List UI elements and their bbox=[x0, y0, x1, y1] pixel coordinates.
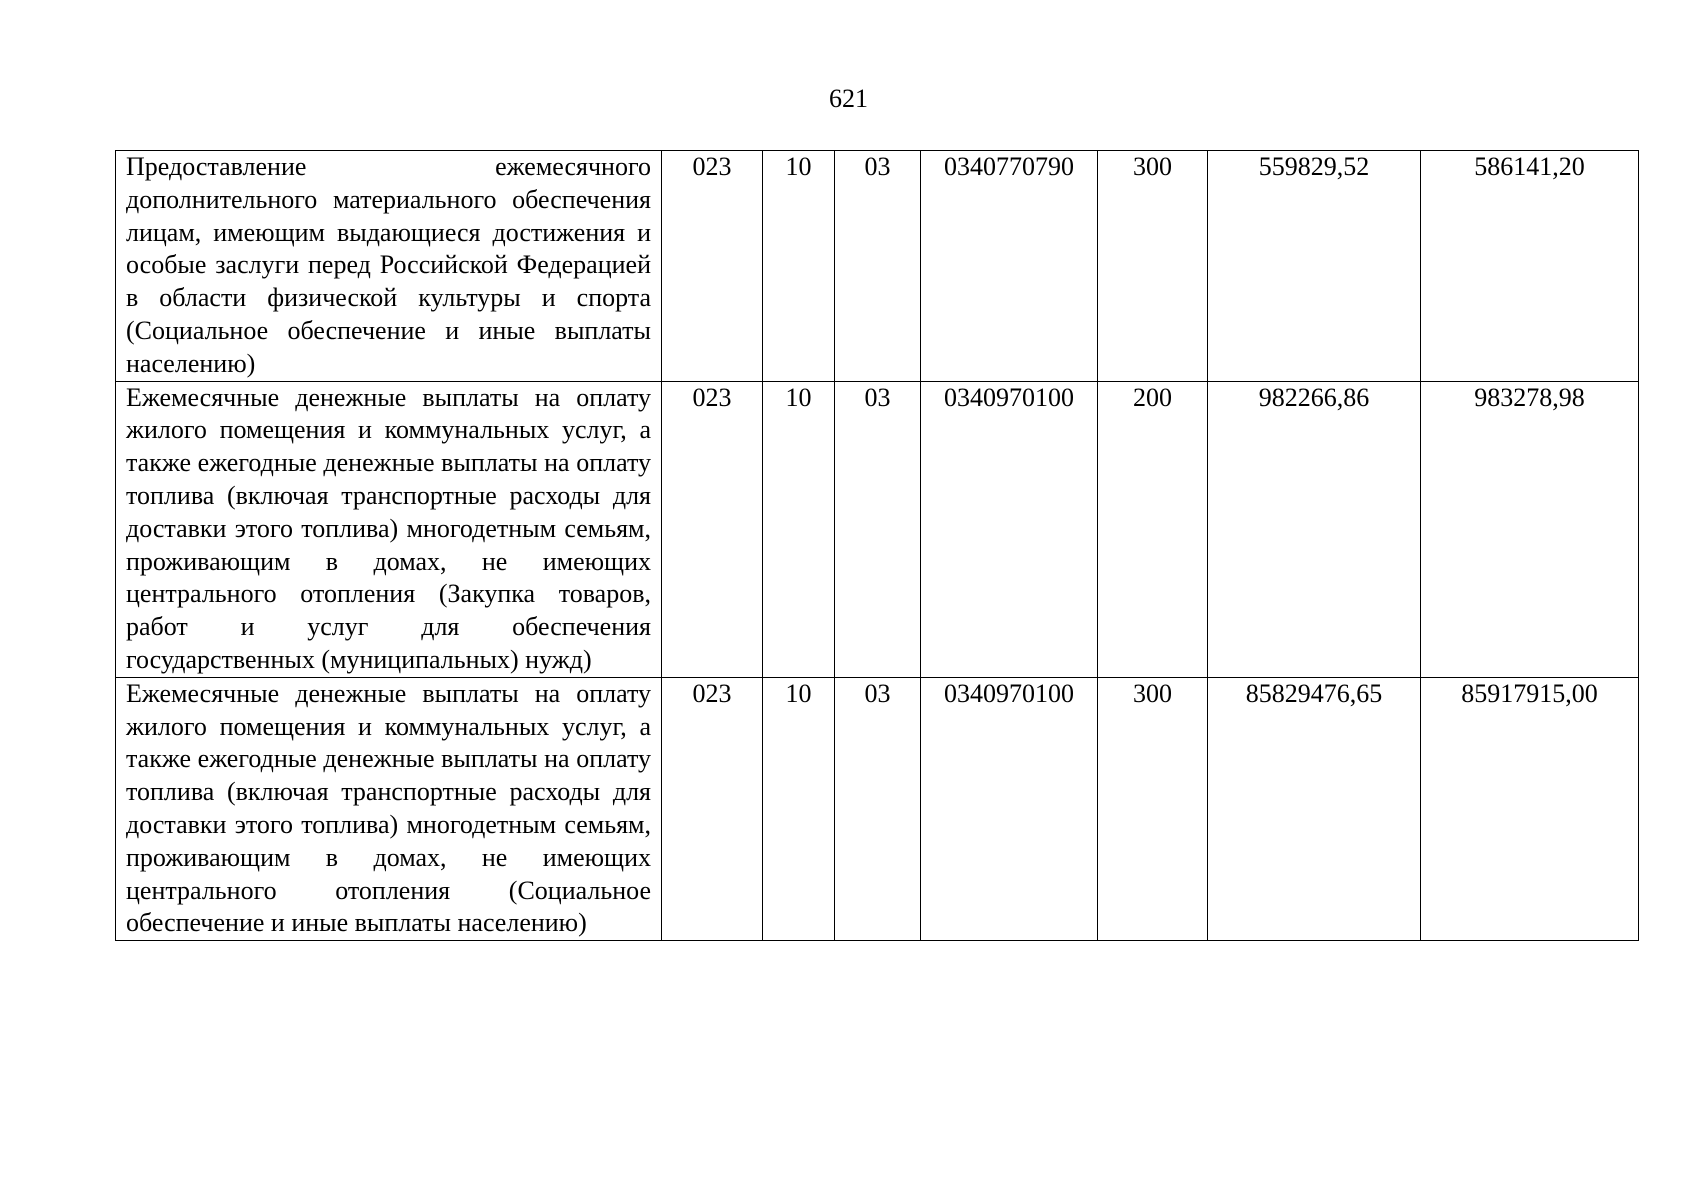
amount-first-year: 982266,86 bbox=[1208, 381, 1421, 677]
amount-second-year: 586141,20 bbox=[1421, 151, 1639, 382]
row-description: Предоставление ежемесячного дополнительного материального обеспечения лицам, имеющим выдающиеся достижения и особые заслуги перед Российской Федерацией в области физической культуры и спорта (Социальное обеспечение и иные выплаты населению) bbox=[116, 151, 662, 382]
amount-second-year: 983278,98 bbox=[1421, 381, 1639, 677]
budget-table bbox=[115, 150, 1639, 941]
amount-first-year: 85829476,65 bbox=[1208, 677, 1421, 940]
subsection-code: 03 bbox=[835, 381, 921, 677]
amount-second-year: 85917915,00 bbox=[1421, 677, 1639, 940]
row-description: Ежемесячные денежные выплаты на оплату жилого помещения и коммунальных услуг, а также ежегодные денежные выплаты на оплату топлива (включая транспортные расходы для доставки этого топлива) многодетным семьям, проживающим в домах, не имеющих центрального отопления (Социальное обеспечение и иные выплаты населению) bbox=[116, 677, 662, 940]
ministry-code: 023 bbox=[662, 381, 763, 677]
expense-type-code: 300 bbox=[1098, 151, 1208, 382]
ministry-code: 023 bbox=[662, 677, 763, 940]
expense-type-code: 200 bbox=[1098, 381, 1208, 677]
subsection-code: 03 bbox=[835, 677, 921, 940]
page-number: 621 bbox=[829, 84, 868, 113]
target-article-code: 0340970100 bbox=[921, 381, 1098, 677]
subsection-code: 03 bbox=[835, 151, 921, 382]
ministry-code: 023 bbox=[662, 151, 763, 382]
target-article-code: 0340970100 bbox=[921, 677, 1098, 940]
amount-first-year: 559829,52 bbox=[1208, 151, 1421, 382]
section-code: 10 bbox=[763, 151, 835, 382]
target-article-code: 0340770790 bbox=[921, 151, 1098, 382]
section-code: 10 bbox=[763, 381, 835, 677]
row-description: Ежемесячные денежные выплаты на оплату жилого помещения и коммунальных услуг, а также ежегодные денежные выплаты на оплату топлива (включая транспортные расходы для доставки этого топлива) многодетным семьям, проживающим в домах, не имеющих центрального отопления (Закупка товаров, работ и услуг для обеспечения государственных (муниципальных) нужд) bbox=[116, 381, 662, 677]
table-row bbox=[116, 151, 1639, 382]
expense-type-code: 300 bbox=[1098, 677, 1208, 940]
table-row bbox=[116, 677, 1639, 940]
section-code: 10 bbox=[763, 677, 835, 940]
table-row bbox=[116, 381, 1639, 677]
